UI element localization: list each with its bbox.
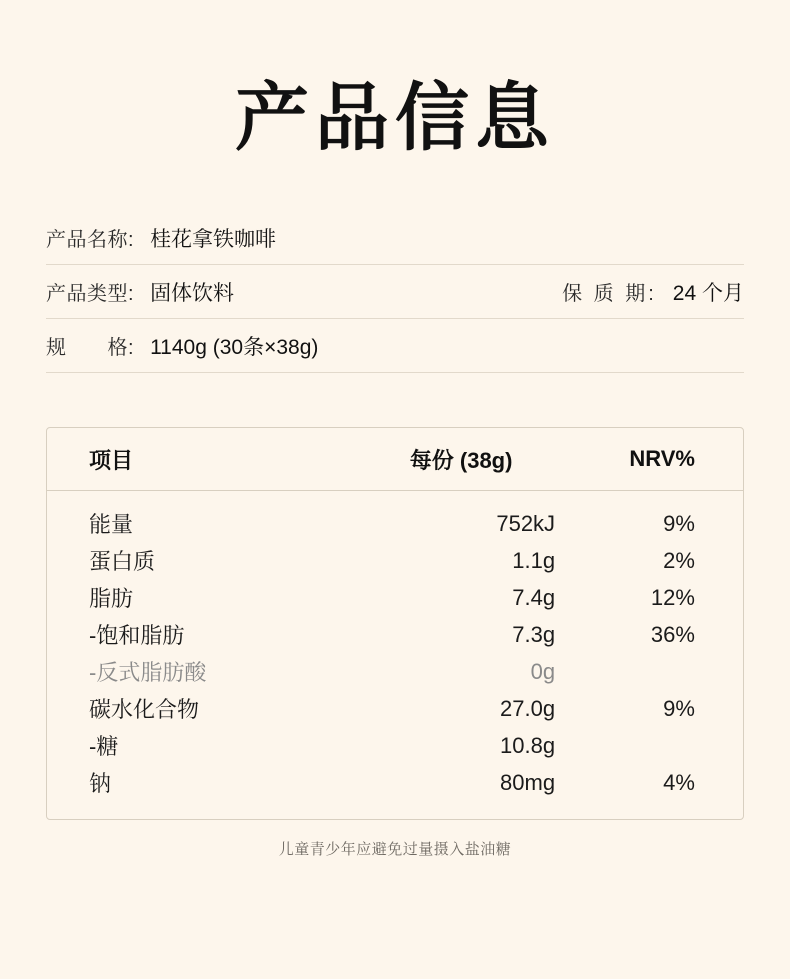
row-item: 蛋白质 xyxy=(89,549,156,575)
table-row xyxy=(47,616,743,653)
row-nrv: 9% xyxy=(663,695,695,721)
product-info-block xyxy=(46,211,744,373)
header-nrv: NRV% xyxy=(629,446,695,472)
table-row xyxy=(47,690,743,727)
table-row xyxy=(47,764,743,801)
row-item: 钠 xyxy=(89,771,112,797)
row-item: 能量 xyxy=(89,512,134,538)
nutrition-table-body xyxy=(47,491,743,819)
row-value: 7.4g xyxy=(512,584,556,610)
row-value: 1.1g xyxy=(512,547,556,573)
header-per-serving: 每份 (38g) xyxy=(409,447,513,473)
table-row xyxy=(47,505,743,542)
row-item: -饱和脂肪 xyxy=(89,623,185,649)
info-row-product-name xyxy=(46,211,744,265)
product-name-value: 桂花拿铁咖啡 xyxy=(150,227,277,251)
table-row xyxy=(47,727,743,764)
row-value: 80mg xyxy=(500,769,556,795)
row-value: 27.0g xyxy=(500,695,556,721)
row-value: 752kJ xyxy=(496,510,556,536)
row-nrv: 2% xyxy=(663,547,695,573)
row-value: 10.8g xyxy=(500,732,556,758)
header-item: 项目 xyxy=(89,447,134,473)
product-name-label: 产品名称: xyxy=(46,229,135,252)
page-title: 产品信息 xyxy=(235,75,555,161)
row-item: -反式脂肪酸 xyxy=(89,660,207,686)
row-nrv: 36% xyxy=(650,621,695,647)
shelf-life-value: 24 个月 xyxy=(672,281,744,305)
row-nrv: 9% xyxy=(663,510,695,536)
table-row xyxy=(47,542,743,579)
nutrition-table-header xyxy=(47,428,743,491)
row-value: 7.3g xyxy=(512,621,556,647)
nutrition-table xyxy=(46,427,744,820)
specification-label: 规 格: xyxy=(46,337,135,360)
info-row-specification xyxy=(46,319,744,373)
row-value: 0g xyxy=(530,658,556,684)
row-item: 脂肪 xyxy=(89,586,134,612)
shelf-life-label: 保 质 期: xyxy=(562,283,657,306)
product-type-value: 固体饮料 xyxy=(150,281,235,305)
shelf-life-group xyxy=(562,277,744,307)
info-row-product-type xyxy=(46,265,744,319)
product-type-label: 产品类型: xyxy=(46,283,135,306)
specification-value: 1140g (30条×38g) xyxy=(150,335,319,359)
row-item: 碳水化合物 xyxy=(89,697,200,723)
table-row xyxy=(47,653,743,690)
row-item: -糖 xyxy=(89,734,119,760)
nutrition-footnote: 儿童青少年应避免过量摄入盐油糖 xyxy=(278,841,512,859)
row-nrv: 12% xyxy=(650,584,695,610)
row-nrv: 4% xyxy=(663,769,695,795)
table-row xyxy=(47,579,743,616)
